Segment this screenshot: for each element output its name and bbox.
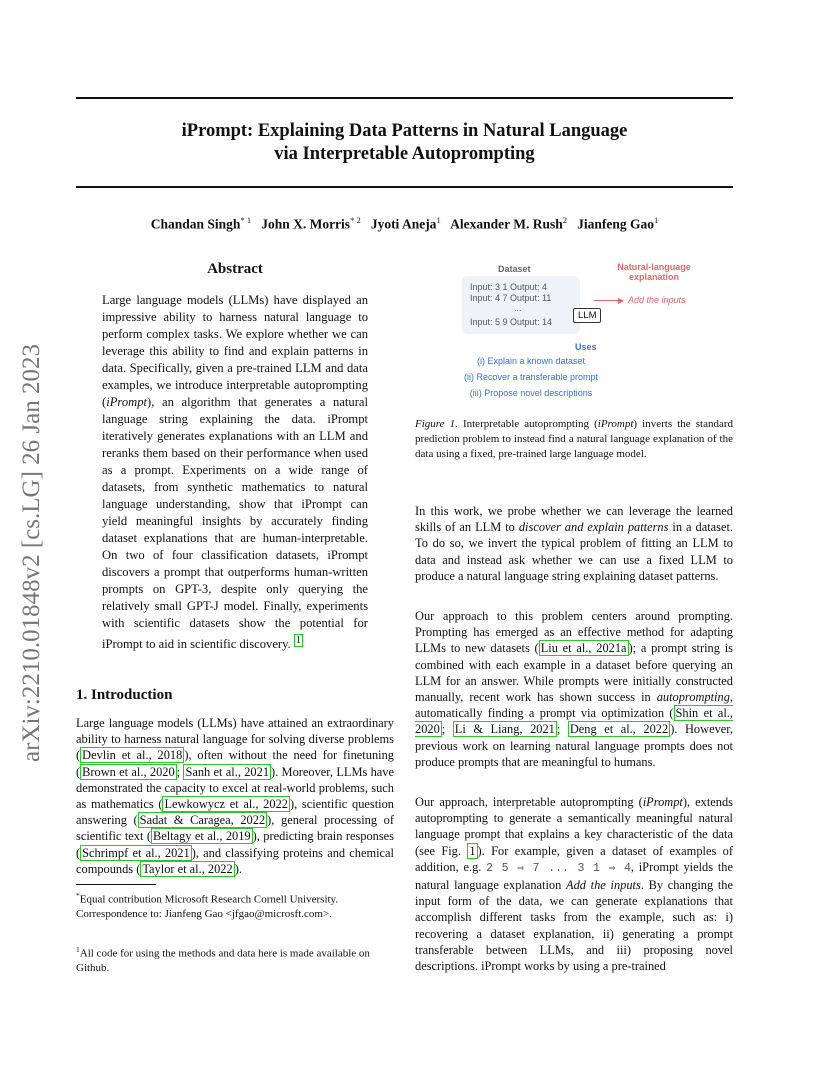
use-item: (iii) Propose novel descriptions xyxy=(469,388,593,398)
intro-paragraph: Large language models (LLMs) have attained an extraordinary ability to harness natural language for solving diverse problems ( Devlin et al., 2018 ), often without the need for finetuning ( Brown et al., 2020 ; Sanh et al., 2021 ). Moreover, LLMs have demonstrated the capacity to excel at real-world problems, such as mathematics ( Lewkowycz et al., 2022 ), scientific question answering ( Sadat & Caragea, 2022 ), general processing of scientific text ( Beltagy et al., 2019 ), predicting brain responses ( Schrimpf et al., 2021 ), and classifying proteins and chemical compounds ( Taylor et al., 2022 ). xyxy=(76,716,394,876)
dataset-label: Dataset xyxy=(498,264,531,274)
paragraph-2: Our approach to this problem centers around prompting. Prompting has emerged as an effective method for adapting LLMs to new datasets ( Liu et al., 2021a ); a prompt string is combined with each example in a dataset before querying an LLM for an answer. While prompts were initially constructed manually, recent work has shown success in autoprompting, automatically finding a prompt via optimization ( Shin et al., 2020 ; Li & Liang, 2021 ; Deng et al., 2022 ). However, previous work on learning natural language prompts does not produce prompts that are meaningful to humans. xyxy=(415,609,733,769)
nl-explanation-label: Natural-language explanation xyxy=(617,262,691,282)
arxiv-id[interactable]: arXiv:2210.01848v2 [cs.LG] 26 Jan 2023 xyxy=(18,344,45,762)
paragraph-1: In this work, we probe whether we can leverage the learned skills of an LLM to discover and explain patterns in a dataset. To do so, we invert the typical problem of fitting an LLM to data and instead ask whether we can use a fixed LLM to produce a natural language string explaining dataset patterns. xyxy=(415,504,733,583)
author-list: Chandan Singh$^{* 1}$ John X. Morris$^{* 2}$ Jyoti Aneja$^1$ Alexander M. Rush$^2$ Jianfeng Gao$^1$ xyxy=(150,215,659,232)
footnote-rule xyxy=(76,884,156,885)
llm-box: LLM xyxy=(573,308,601,323)
arrow-head-icon: ▶ xyxy=(618,296,625,305)
abstract-heading: Abstract xyxy=(207,261,263,277)
dataset-row: Input: 4 7 Output: 11 xyxy=(470,293,552,303)
citation-link[interactable]: Devlin et al., 2018 xyxy=(82,748,183,763)
citation-link[interactable]: Deng et al., 2022 xyxy=(569,722,669,737)
explanation-output: Add the inputs xyxy=(628,295,686,305)
citation-link[interactable]: Beltagy et al., 2019 xyxy=(152,829,251,844)
use-item: (i) Explain a known dataset xyxy=(476,356,586,366)
arxiv-sidebar xyxy=(10,292,50,762)
dataset-row: ... xyxy=(514,303,522,313)
dataset-box xyxy=(462,264,580,334)
abstract-text: Large language models (LLMs) have displayed an impressive ability to harness natural language to perform complex tasks. We explore whether we can leverage this ability to find and explain patterns in data. Specifically, given a pre-trained LLM and data examples, we introduce interpretable autoprompting (iPrompt), an algorithm that generates a natural language string explaining the data. iPrompt iteratively generates explanations with an LLM and reranks them based on their performance when used as a prompt. Experiments on a wide range of datasets, from synthetic mathematics to natural language understanding, show that iPrompt can yield meaningful insights by accurately finding dataset explanations that are human-interpretable. On two of four classification datasets, iPrompt discovers a prompt that outperforms human-written prompts on GPT-3, despite only querying the relatively small GPT-J model. Finally, experiments with scientific datasets show the potential for iPrompt to aid in scientific discovery. $^1$ xyxy=(102,293,368,652)
author: Alexander M. Rush xyxy=(450,216,563,232)
section-heading: 1. Introduction xyxy=(76,687,173,703)
author: Jyoti Aneja xyxy=(370,216,437,232)
paragraph-3: Our approach, interpretable autoprompting (iPrompt), extends autoprompting to generate a semantically meaningful natural language prompt that explains a key characteristic of the data (see Fig. 1 ). For example, given a dataset of examples of addition, e.g. 2 5 ⇒ 7 ... 3 1 ⇒ 4, iPrompt yields the natural language explanation Add the inputs. By changing the input form of the data, we can generate explanations that accomplish different tasks from the example, such as: i) recovering a dataset explanation, ii) generating a prompt transferable between LLMs, and iii) proposing novel descriptions. iPrompt works by using a pre-trained xyxy=(415,795,734,974)
citation-link[interactable]: Sadat & Caragea, 2022 xyxy=(139,813,266,828)
citation-link[interactable]: Brown et al., 2020 xyxy=(82,764,175,779)
citation-link[interactable]: Liu et al., 2021a xyxy=(540,641,627,656)
footnote-link[interactable]: 1 xyxy=(295,635,302,646)
dataset-row: Input: 5 9 Output: 14 xyxy=(470,317,553,327)
top-rule xyxy=(76,97,733,99)
figure-1 xyxy=(462,258,712,408)
footnote-code: $^1$All code for using the methods and data here is made available on Github. xyxy=(76,945,370,974)
author: John X. Morris xyxy=(261,216,351,232)
author: Jianfeng Gao xyxy=(577,216,654,232)
figure-caption: Figure 1. Interpretable autoprompting (iPrompt) inverts the standard prediction problem to instead find a natural language explanation of the data using a fixed, pre-trained large language model. xyxy=(415,418,733,460)
figure-link[interactable]: 1 xyxy=(469,843,476,858)
citation-link[interactable]: Shin et al., 2020 xyxy=(415,706,733,737)
citation-link[interactable]: Lewkowycz et al., 2022 xyxy=(164,797,288,812)
citation-link[interactable]: Sanh et al., 2021 xyxy=(185,764,270,779)
uses-label: Uses xyxy=(575,342,597,352)
citation-link[interactable]: Schrimpf et al., 2021 xyxy=(82,845,190,860)
author: Chandan Singh xyxy=(150,216,241,232)
addition-example: 2 5 ⇒ 7 ... 3 1 ⇒ 4 xyxy=(486,861,631,875)
title-bottom-rule xyxy=(76,186,733,188)
citation-link[interactable]: Taylor et al., 2022 xyxy=(142,861,233,876)
use-item: (ii) Recover a transferable prompt xyxy=(463,372,599,382)
dataset-row: Input: 3 1 Output: 4 xyxy=(470,282,548,292)
citation-link[interactable]: Li & Liang, 2021 xyxy=(454,722,555,737)
paper-title: iPrompt: Explaining Data Patterns in Natural Language via Interpretable Autoprompting xyxy=(181,121,628,164)
footnote-affiliations: *Equal contribution Microsoft Research Cornell University. Correspondence to: Jianfeng Gao <jfgao@microsft.com>. xyxy=(76,891,339,920)
